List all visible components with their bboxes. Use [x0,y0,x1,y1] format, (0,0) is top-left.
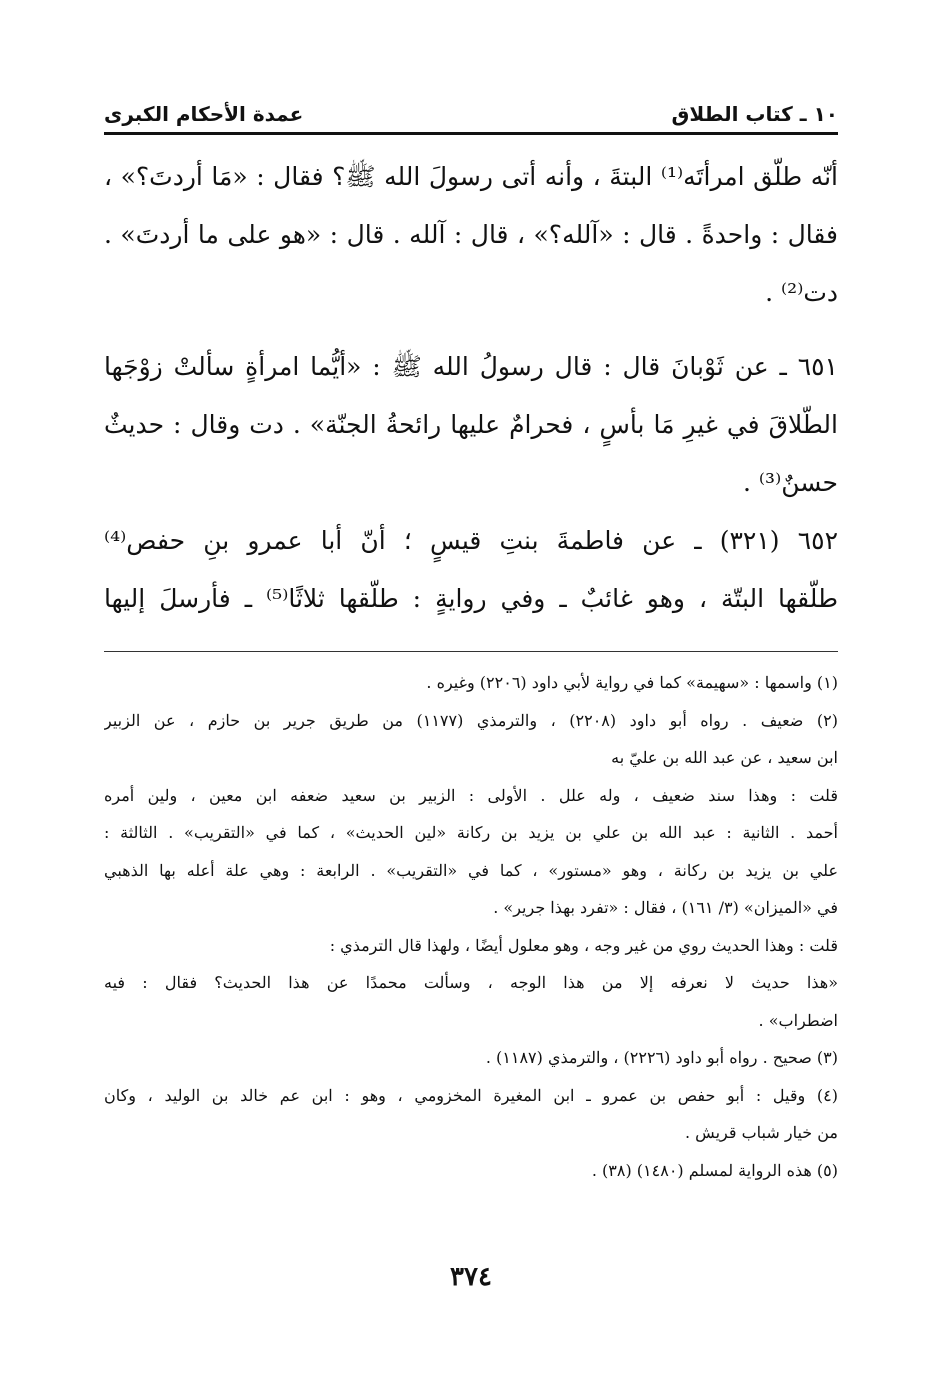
footnote-line: (٥) هذه الرواية لمسلم (١٤٨٠) (٣٨) . [591,1160,838,1180]
footnote-line: اضطراب» . [758,1010,838,1030]
text-line: ٦٥٢ (٣٢١) ـ عن فاطمةَ بنتِ قيسٍ ؛ أنّ أبا عمرو بنِ حفص⁽⁴⁾ [104,526,838,555]
footnote-line: ابن سعيد ، عن عبد الله بن عليّ به [611,748,838,767]
text-line: طلّقها البتّة ، وهو غائبٌ ـ وفي روايةٍ : طلّقها ثلاثًا⁽⁵⁾ ـ فأرسلَ إليها [104,584,838,613]
book-title: عمدة الأحكام الكبرى [104,102,304,126]
chapter-title: ١٠ ـ كتاب الطلاق [671,102,838,126]
footnotes [104,664,838,1189]
text-line: ٦٥١ ـ عن ثَوْبانَ قال : قال رسولُ الله ﷺ : «أيُّما امرأةٍ سألتْ زوْجَها [104,352,838,381]
footnote-line: من خيار شباب قريش . [685,1123,838,1142]
footnote-line: (٢) ضعيف . رواه أبو داود (٢٢٠٨) ، والترمذي (١١٧٧) من طريق جرير بن حازم ، عن الزبير [104,710,838,730]
footnote-separator [104,651,838,652]
footnote-line: في «الميزان» (٣/ ١٦١) ، فقال : «تفرد بهذا جرير» . [493,898,838,917]
page-number: ٣٧٤ [450,1262,492,1292]
text-line: فقال : واحدةً . قال : «آلله؟» ، قال : آلله . قال : «هو على ما أردتَ» . [104,220,838,249]
text-line: دت⁽²⁾ . [765,278,838,307]
main-text [104,148,838,628]
text-line: أنّه طلّق امرأتَه⁽¹⁾ البتةَ ، وأنه أتى رسولَ الله ﷺ؟ فقال : «مَا أردتَ؟» ، [104,162,838,191]
footnote-line: (١) واسمها : «سهيمة» كما في رواية لأبي داود (٢٢٠٦) وغيره . [426,673,838,692]
text-line: الطّلاقَ في غيرِ مَا بأسٍ ، فحرامٌ عليها رائحةُ الجنّة» . دت وقال : حديثٌ [104,410,838,439]
footnote-line: أحمد . الثانية : عبد الله بن علي بن يزيد بن ركانة «لين الحديث» ، كما في «التقريب» . الثالثة : [104,823,838,842]
text-line: حسنٌ⁽³⁾ . [742,468,838,497]
footnote-line: «هذا حديث لا نعرفه إلا من هذا الوجه ، وسألت محمدًا عن هذا الحديث؟ فقال : فيه [104,973,838,992]
footnote-line: قلت : وهذا الحديث روي من غير وجه ، وهو معلول أيضًا ، ولهذا قال الترمذي : [329,935,838,955]
footnote-line: (٣) صحيح . رواه أبو داود (٢٢٢٦) ، والترمذي (١١٨٧) . [485,1048,838,1067]
footnote-line: قلت : وهذا سند ضعيف ، وله علل . الأولى : الزبير بن سعيد ضعفه ابن معين ، ولين أمره [104,785,838,805]
footnote-line: علي بن يزيد بن ركانة ، وهو «مستور» ، كما في «التقريب» . الرابعة : وهي علة أعله بها الذهبي [104,860,838,880]
footnote-line: (٤) وقيل : أبو حفص بن عمرو ـ ابن المغيرة المخزومي ، وهو : ابن عم خالد بن الوليد ، وكان [104,1085,838,1105]
running-header [104,92,838,135]
